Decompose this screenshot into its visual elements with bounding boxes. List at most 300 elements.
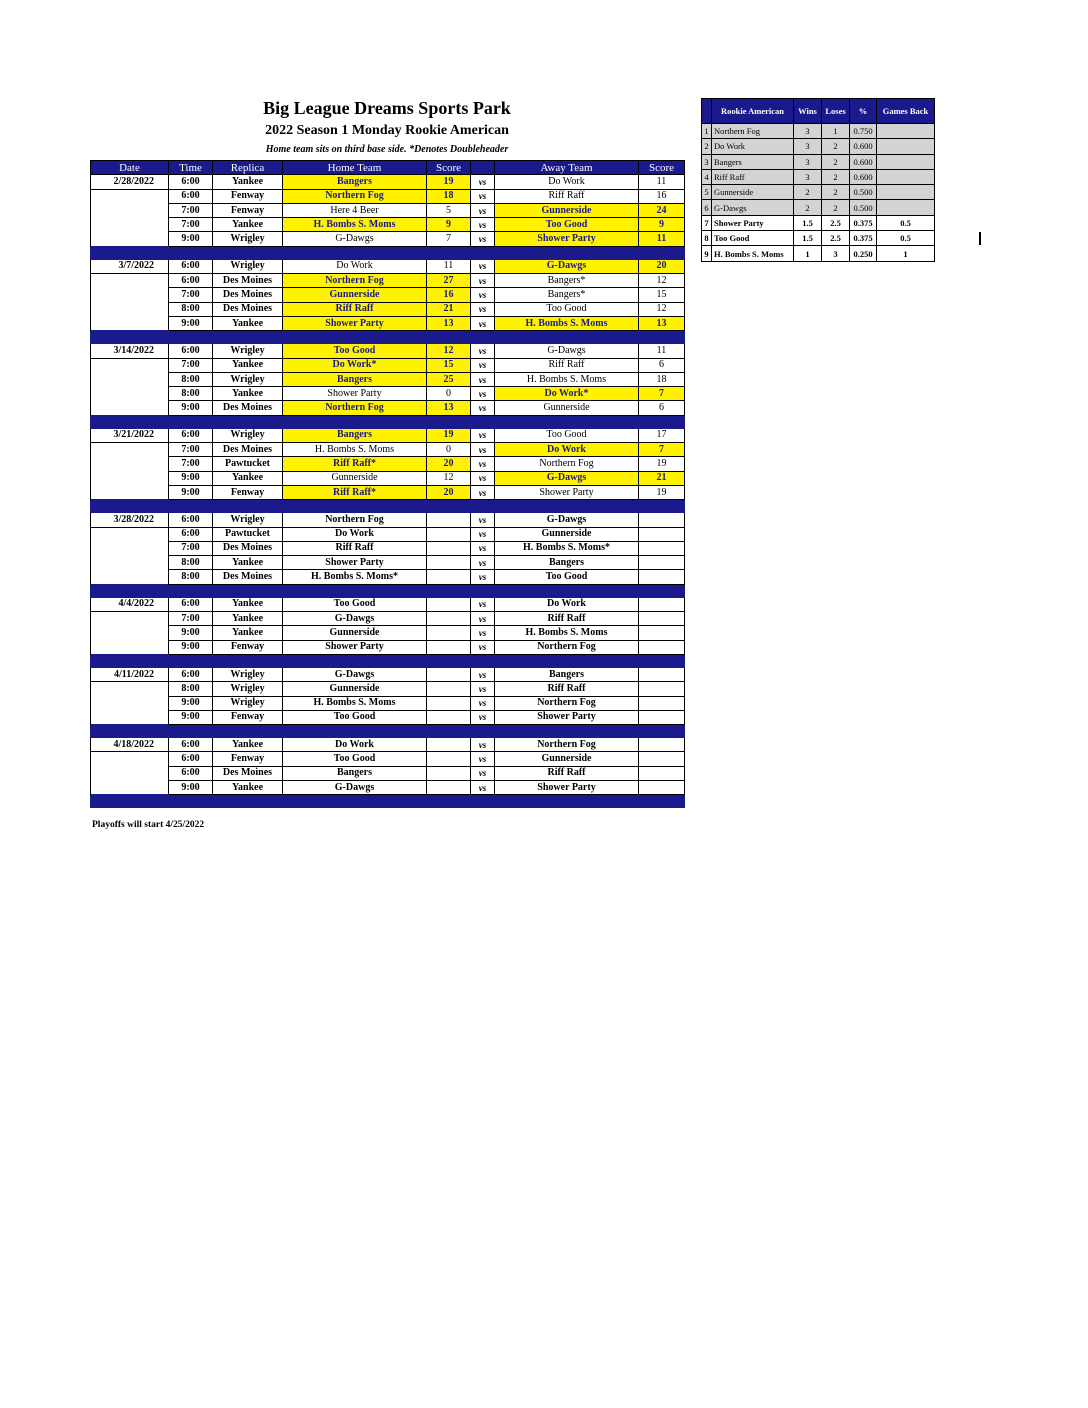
away-score: 24 bbox=[639, 203, 685, 217]
standings-team: Gunnerside bbox=[712, 185, 794, 200]
vs-label: vs bbox=[471, 316, 495, 330]
game-field: Pawtucket bbox=[213, 527, 283, 541]
separator-cell bbox=[213, 584, 283, 597]
home-score bbox=[427, 556, 471, 570]
standings-gb-header: Games Back bbox=[877, 99, 935, 124]
standings-loses: 1 bbox=[822, 124, 850, 139]
home-score: 27 bbox=[427, 274, 471, 288]
game-date bbox=[91, 570, 169, 584]
away-score: 6 bbox=[639, 358, 685, 372]
game-field: Fenway bbox=[213, 485, 283, 499]
game-date bbox=[91, 626, 169, 640]
game-time: 6:00 bbox=[169, 738, 213, 752]
away-score bbox=[639, 597, 685, 611]
away-team: H. Bombs S. Moms* bbox=[495, 541, 639, 555]
game-time: 9:00 bbox=[169, 232, 213, 246]
away-score bbox=[639, 612, 685, 626]
away-score bbox=[639, 513, 685, 527]
separator-cell bbox=[495, 415, 639, 428]
game-field: Wrigley bbox=[213, 682, 283, 696]
home-score bbox=[427, 738, 471, 752]
table-row bbox=[91, 175, 685, 189]
table-row bbox=[91, 232, 685, 246]
game-field: Yankee bbox=[213, 471, 283, 485]
standings-wins: 2 bbox=[794, 200, 822, 215]
away-score bbox=[639, 626, 685, 640]
table-row bbox=[91, 387, 685, 401]
week-separator bbox=[91, 795, 685, 808]
away-score: 7 bbox=[639, 443, 685, 457]
away-team: Gunnerside bbox=[495, 203, 639, 217]
separator-cell bbox=[471, 415, 495, 428]
game-date: 3/14/2022 bbox=[91, 344, 169, 358]
game-field: Yankee bbox=[213, 556, 283, 570]
away-score bbox=[639, 696, 685, 710]
game-time: 7:00 bbox=[169, 203, 213, 217]
separator-cell bbox=[91, 246, 169, 259]
separator-cell bbox=[91, 584, 169, 597]
home-score bbox=[427, 612, 471, 626]
home-team: Shower Party bbox=[283, 316, 427, 330]
home-score bbox=[427, 667, 471, 681]
home-team: Northern Fog bbox=[283, 274, 427, 288]
standings-row bbox=[702, 246, 935, 261]
separator-cell bbox=[283, 795, 427, 808]
table-row bbox=[91, 780, 685, 794]
standings-team: Shower Party bbox=[712, 215, 794, 230]
game-field: Wrigley bbox=[213, 344, 283, 358]
separator-cell bbox=[169, 584, 213, 597]
away-team: G-Dawgs bbox=[495, 259, 639, 273]
game-field: Wrigley bbox=[213, 428, 283, 442]
home-team: Northern Fog bbox=[283, 189, 427, 203]
game-time: 9:00 bbox=[169, 640, 213, 654]
standings-body bbox=[702, 124, 935, 262]
away-team: Northern Fog bbox=[495, 640, 639, 654]
doubleheader-note: Home team sits on third base side. *Denotes Doubleheader bbox=[265, 144, 509, 155]
separator-cell bbox=[639, 725, 685, 738]
separator-cell bbox=[213, 246, 283, 259]
schedule-table bbox=[90, 160, 685, 808]
table-row bbox=[91, 259, 685, 273]
table-row bbox=[91, 316, 685, 330]
separator-cell bbox=[283, 331, 427, 344]
game-date bbox=[91, 682, 169, 696]
vs-label: vs bbox=[471, 752, 495, 766]
standings-rank: 5 bbox=[702, 185, 712, 200]
game-time: 7:00 bbox=[169, 288, 213, 302]
away-team: Bangers* bbox=[495, 288, 639, 302]
game-time: 8:00 bbox=[169, 570, 213, 584]
standings-loses: 2 bbox=[822, 200, 850, 215]
game-date bbox=[91, 485, 169, 499]
vs-label: vs bbox=[471, 710, 495, 724]
game-time: 7:00 bbox=[169, 358, 213, 372]
vs-label: vs bbox=[471, 640, 495, 654]
table-row bbox=[91, 485, 685, 499]
game-time: 6:00 bbox=[169, 752, 213, 766]
game-field: Yankee bbox=[213, 626, 283, 640]
separator-cell bbox=[471, 654, 495, 667]
home-score bbox=[427, 766, 471, 780]
home-team: Too Good bbox=[283, 710, 427, 724]
standings-games-back: 1 bbox=[877, 246, 935, 261]
home-score: 11 bbox=[427, 259, 471, 273]
away-team: Riff Raff bbox=[495, 189, 639, 203]
separator-cell bbox=[213, 725, 283, 738]
game-time: 9:00 bbox=[169, 316, 213, 330]
separator-cell bbox=[427, 500, 471, 513]
game-date bbox=[91, 541, 169, 555]
game-time: 8:00 bbox=[169, 302, 213, 316]
separator-cell bbox=[427, 584, 471, 597]
separator-cell bbox=[639, 654, 685, 667]
away-score: 15 bbox=[639, 288, 685, 302]
home-team: Do Work bbox=[283, 259, 427, 273]
home-team: Shower Party bbox=[283, 556, 427, 570]
away-team: H. Bombs S. Moms bbox=[495, 626, 639, 640]
game-time: 6:00 bbox=[169, 597, 213, 611]
home-team: Do Work bbox=[283, 527, 427, 541]
home-team: Too Good bbox=[283, 752, 427, 766]
vs-label: vs bbox=[471, 471, 495, 485]
standings-pct: 0.500 bbox=[850, 185, 877, 200]
home-score: 20 bbox=[427, 485, 471, 499]
home-score: 25 bbox=[427, 372, 471, 386]
separator-cell bbox=[639, 331, 685, 344]
table-row bbox=[91, 428, 685, 442]
home-score: 18 bbox=[427, 189, 471, 203]
home-team: H. Bombs S. Moms bbox=[283, 696, 427, 710]
game-field: Yankee bbox=[213, 780, 283, 794]
standings-pct: 0.600 bbox=[850, 169, 877, 184]
game-field: Wrigley bbox=[213, 259, 283, 273]
game-field: Des Moines bbox=[213, 302, 283, 316]
away-score bbox=[639, 556, 685, 570]
col-away-score-header: Score bbox=[639, 161, 685, 175]
standings-row bbox=[702, 185, 935, 200]
away-team: Do Work bbox=[495, 175, 639, 189]
standings-row bbox=[702, 215, 935, 230]
standings-rank: 8 bbox=[702, 231, 712, 246]
away-team: Riff Raff bbox=[495, 612, 639, 626]
standings-loses: 2 bbox=[822, 169, 850, 184]
separator-cell bbox=[639, 246, 685, 259]
table-row bbox=[91, 766, 685, 780]
game-time: 7:00 bbox=[169, 457, 213, 471]
away-team: H. Bombs S. Moms bbox=[495, 372, 639, 386]
table-row bbox=[91, 189, 685, 203]
away-team: G-Dawgs bbox=[495, 471, 639, 485]
standings-team: Northern Fog bbox=[712, 124, 794, 139]
home-team: Too Good bbox=[283, 597, 427, 611]
away-score: 21 bbox=[639, 471, 685, 485]
game-field: Wrigley bbox=[213, 667, 283, 681]
game-time: 6:00 bbox=[169, 274, 213, 288]
home-team: Here 4 Beer bbox=[283, 203, 427, 217]
home-score: 12 bbox=[427, 471, 471, 485]
away-team: Riff Raff bbox=[495, 682, 639, 696]
home-team: Bangers bbox=[283, 372, 427, 386]
vs-label: vs bbox=[471, 457, 495, 471]
vs-label: vs bbox=[471, 302, 495, 316]
standings-rank: 4 bbox=[702, 169, 712, 184]
away-team: Gunnerside bbox=[495, 401, 639, 415]
vs-label: vs bbox=[471, 766, 495, 780]
vs-label: vs bbox=[471, 570, 495, 584]
home-score: 16 bbox=[427, 288, 471, 302]
game-date bbox=[91, 780, 169, 794]
game-date bbox=[91, 274, 169, 288]
table-row bbox=[91, 513, 685, 527]
standings-wins: 3 bbox=[794, 124, 822, 139]
away-team: Too Good bbox=[495, 302, 639, 316]
schedule-header-row bbox=[91, 161, 685, 175]
schedule-body bbox=[91, 175, 685, 808]
game-time: 6:00 bbox=[169, 428, 213, 442]
separator-cell bbox=[471, 246, 495, 259]
home-team: Shower Party bbox=[283, 640, 427, 654]
standings-pct: 0.600 bbox=[850, 139, 877, 154]
game-date bbox=[91, 288, 169, 302]
game-date: 4/11/2022 bbox=[91, 667, 169, 681]
away-team: Bangers bbox=[495, 667, 639, 681]
separator-cell bbox=[91, 415, 169, 428]
standings-team: Do Work bbox=[712, 139, 794, 154]
col-vs-header bbox=[471, 161, 495, 175]
standings-rank: 7 bbox=[702, 215, 712, 230]
page-title: Big League Dreams Sports Park bbox=[263, 98, 511, 118]
home-score bbox=[427, 527, 471, 541]
home-score bbox=[427, 626, 471, 640]
home-score bbox=[427, 640, 471, 654]
separator-cell bbox=[283, 500, 427, 513]
vs-label: vs bbox=[471, 597, 495, 611]
separator-cell bbox=[283, 415, 427, 428]
vs-label: vs bbox=[471, 274, 495, 288]
away-team: Northern Fog bbox=[495, 457, 639, 471]
separator-cell bbox=[213, 415, 283, 428]
home-team: Northern Fog bbox=[283, 401, 427, 415]
separator-cell bbox=[169, 725, 213, 738]
game-time: 9:00 bbox=[169, 485, 213, 499]
separator-cell bbox=[639, 500, 685, 513]
away-score: 17 bbox=[639, 428, 685, 442]
away-score bbox=[639, 780, 685, 794]
home-score: 13 bbox=[427, 401, 471, 415]
game-date bbox=[91, 203, 169, 217]
standings-wins: 3 bbox=[794, 169, 822, 184]
game-field: Yankee bbox=[213, 612, 283, 626]
standings-loses-header: Loses bbox=[822, 99, 850, 124]
separator-cell bbox=[427, 331, 471, 344]
home-team: Riff Raff bbox=[283, 541, 427, 555]
home-score bbox=[427, 682, 471, 696]
separator-cell bbox=[91, 795, 169, 808]
vs-label: vs bbox=[471, 780, 495, 794]
standings-rank: 6 bbox=[702, 200, 712, 215]
table-row bbox=[91, 527, 685, 541]
away-score: 20 bbox=[639, 259, 685, 273]
separator-cell bbox=[283, 725, 427, 738]
game-time: 8:00 bbox=[169, 387, 213, 401]
home-team: Too Good bbox=[283, 344, 427, 358]
table-row bbox=[91, 203, 685, 217]
away-team: Bangers bbox=[495, 556, 639, 570]
away-score bbox=[639, 667, 685, 681]
game-date: 4/18/2022 bbox=[91, 738, 169, 752]
away-team: Northern Fog bbox=[495, 738, 639, 752]
table-row bbox=[91, 302, 685, 316]
separator-cell bbox=[169, 331, 213, 344]
week-separator bbox=[91, 584, 685, 597]
game-date bbox=[91, 302, 169, 316]
separator-cell bbox=[213, 331, 283, 344]
game-time: 8:00 bbox=[169, 556, 213, 570]
home-team: G-Dawgs bbox=[283, 780, 427, 794]
away-score bbox=[639, 682, 685, 696]
game-date bbox=[91, 612, 169, 626]
home-team: H. Bombs S. Moms* bbox=[283, 570, 427, 584]
away-score bbox=[639, 527, 685, 541]
vs-label: vs bbox=[471, 738, 495, 752]
game-date bbox=[91, 232, 169, 246]
standings-wins: 1.5 bbox=[794, 215, 822, 230]
away-score: 6 bbox=[639, 401, 685, 415]
separator-cell bbox=[213, 500, 283, 513]
vs-label: vs bbox=[471, 443, 495, 457]
game-field: Des Moines bbox=[213, 541, 283, 555]
separator-cell bbox=[91, 654, 169, 667]
away-team: Shower Party bbox=[495, 485, 639, 499]
away-team: Do Work* bbox=[495, 387, 639, 401]
separator-cell bbox=[495, 246, 639, 259]
away-score: 12 bbox=[639, 274, 685, 288]
vs-label: vs bbox=[471, 401, 495, 415]
separator-cell bbox=[639, 584, 685, 597]
standings-table bbox=[701, 98, 935, 262]
standings-pct: 0.500 bbox=[850, 200, 877, 215]
standings-wins: 3 bbox=[794, 139, 822, 154]
game-time: 7:00 bbox=[169, 612, 213, 626]
vs-label: vs bbox=[471, 527, 495, 541]
table-row bbox=[91, 597, 685, 611]
standings-row bbox=[702, 139, 935, 154]
away-team: G-Dawgs bbox=[495, 344, 639, 358]
table-row bbox=[91, 372, 685, 386]
home-team: H. Bombs S. Moms bbox=[283, 443, 427, 457]
away-score: 13 bbox=[639, 316, 685, 330]
vs-label: vs bbox=[471, 189, 495, 203]
game-date bbox=[91, 640, 169, 654]
home-team: G-Dawgs bbox=[283, 612, 427, 626]
home-score bbox=[427, 752, 471, 766]
home-team: Gunnerside bbox=[283, 626, 427, 640]
vs-label: vs bbox=[471, 556, 495, 570]
home-team: Do Work bbox=[283, 738, 427, 752]
home-team: Riff Raff bbox=[283, 302, 427, 316]
col-home-team-header: Home Team bbox=[283, 161, 427, 175]
standings-team: Riff Raff bbox=[712, 169, 794, 184]
separator-cell bbox=[471, 795, 495, 808]
away-score: 11 bbox=[639, 344, 685, 358]
standings-row bbox=[702, 231, 935, 246]
game-date bbox=[91, 471, 169, 485]
separator-cell bbox=[427, 415, 471, 428]
home-score: 7 bbox=[427, 232, 471, 246]
away-score bbox=[639, 710, 685, 724]
vs-label: vs bbox=[471, 626, 495, 640]
separator-cell bbox=[639, 415, 685, 428]
page-subtitle: 2022 Season 1 Monday Rookie American bbox=[265, 123, 509, 138]
standings-loses: 2.5 bbox=[822, 231, 850, 246]
game-time: 8:00 bbox=[169, 372, 213, 386]
home-team: G-Dawgs bbox=[283, 667, 427, 681]
game-date: 3/28/2022 bbox=[91, 513, 169, 527]
standings-pct-header: % bbox=[850, 99, 877, 124]
separator-cell bbox=[495, 331, 639, 344]
game-date bbox=[91, 710, 169, 724]
home-team: H. Bombs S. Moms bbox=[283, 218, 427, 232]
standings-row bbox=[702, 200, 935, 215]
standings-games-back: 0.5 bbox=[877, 231, 935, 246]
separator-cell bbox=[283, 584, 427, 597]
separator-cell bbox=[495, 500, 639, 513]
away-team: Bangers* bbox=[495, 274, 639, 288]
away-team: Northern Fog bbox=[495, 696, 639, 710]
game-time: 6:00 bbox=[169, 667, 213, 681]
week-separator bbox=[91, 725, 685, 738]
home-team: Bangers bbox=[283, 766, 427, 780]
away-team: Gunnerside bbox=[495, 752, 639, 766]
vs-label: vs bbox=[471, 288, 495, 302]
table-row bbox=[91, 401, 685, 415]
separator-cell bbox=[283, 246, 427, 259]
table-row bbox=[91, 288, 685, 302]
away-team: Too Good bbox=[495, 218, 639, 232]
table-row bbox=[91, 218, 685, 232]
game-field: Wrigley bbox=[213, 372, 283, 386]
separator-cell bbox=[471, 331, 495, 344]
vs-label: vs bbox=[471, 218, 495, 232]
vs-label: vs bbox=[471, 387, 495, 401]
game-field: Yankee bbox=[213, 597, 283, 611]
game-field: Yankee bbox=[213, 218, 283, 232]
table-row bbox=[91, 541, 685, 555]
home-score: 15 bbox=[427, 358, 471, 372]
separator-cell bbox=[495, 584, 639, 597]
table-row bbox=[91, 696, 685, 710]
vs-label: vs bbox=[471, 513, 495, 527]
week-separator bbox=[91, 415, 685, 428]
table-row bbox=[91, 710, 685, 724]
separator-cell bbox=[427, 725, 471, 738]
separator-cell bbox=[169, 654, 213, 667]
game-date bbox=[91, 316, 169, 330]
home-team: Gunnerside bbox=[283, 288, 427, 302]
separator-cell bbox=[283, 654, 427, 667]
home-score: 9 bbox=[427, 218, 471, 232]
separator-cell bbox=[427, 246, 471, 259]
table-row bbox=[91, 612, 685, 626]
standings-header-row bbox=[702, 99, 935, 124]
game-field: Fenway bbox=[213, 710, 283, 724]
home-score: 0 bbox=[427, 387, 471, 401]
separator-cell bbox=[213, 795, 283, 808]
col-home-score-header: Score bbox=[427, 161, 471, 175]
week-separator bbox=[91, 654, 685, 667]
away-score: 19 bbox=[639, 485, 685, 499]
